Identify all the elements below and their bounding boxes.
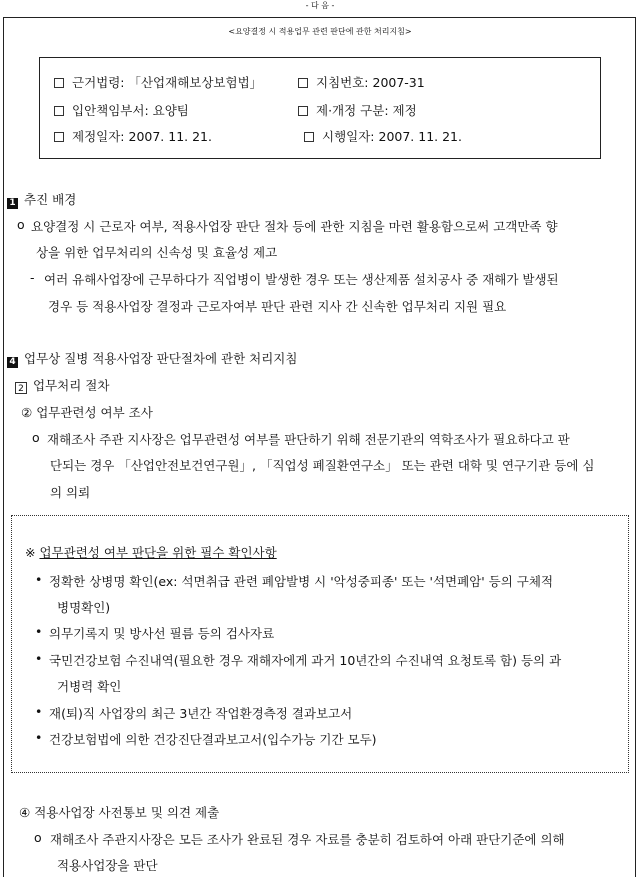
bullet-marker: o [17, 217, 25, 232]
checklist-item-1-line2: 병명확인) [57, 600, 111, 615]
section-number-badge: 4 [7, 357, 18, 368]
bullet-dot: • [35, 730, 43, 745]
header: - 다 음 - [305, 1, 335, 10]
bullet-dot: • [35, 704, 43, 719]
section4-heading: 4 업무상 질병 적용사업장 판단절차에 관한 처리지침 [7, 349, 297, 368]
meta-revision-type: 제·개정 구분: 제정 [298, 101, 417, 119]
checklist-item-3-line2: 거병력 확인 [57, 679, 122, 694]
item4-heading: ④ 적용사업장 사전통보 및 의견 제출 [19, 805, 220, 820]
checklist-item-1-line1: 정확한 상병명 확인(ex: 석면취급 관련 폐암발병 시 '악성중피종' 또는 '석면폐암' 등의 구체적 [49, 574, 554, 589]
section1-heading: 1 추진 배경 [7, 190, 76, 209]
meta-basis-law: 근거법령: 「산업재해보상보험법」 [54, 73, 262, 91]
checklist-item-5: 건강보험법에 의한 건강진단결과보고서(입수가능 기간 모두) [49, 732, 377, 747]
section1-bullet-line1: 요양결정 시 근로자 여부, 적용사업장 판단 절차 등에 관한 지침을 마련 활용함으로써 고객만족 향 [31, 219, 558, 234]
item2-bullet-line3: 의 의뢰 [50, 485, 91, 500]
checkbox-icon [54, 78, 64, 88]
checkbox-icon [304, 132, 314, 142]
checklist-title: ※ 업무관련성 여부 판단을 위한 필수 확인사항 [25, 545, 277, 560]
meta-enact-date: 제정일자: 2007. 11. 21. [54, 127, 212, 145]
guideline-title: <요양결정 시 적용업무 관련 판단에 관한 처리지침> [228, 27, 412, 36]
bullet-dot: • [35, 572, 43, 587]
section-number-badge: 1 [7, 198, 18, 209]
checkbox-icon [54, 106, 64, 116]
checklist-item-3-line1: 국민건강보험 수진내역(필요한 경우 재해자에게 과거 10년간의 수진내역 요청토록 함) 등의 과 [49, 653, 562, 668]
item2-bullet-line2: 단되는 경우 「산업안전보건연구원」, 「직업성 폐질환연구소」 또는 관련 대학 및 연구기관 등에 심 [50, 458, 595, 473]
checklist-item-2: 의무기록지 및 방사선 필름 등의 검사자료 [49, 626, 275, 641]
dash-marker: - [30, 270, 35, 285]
item4-bullet-line1: 재해조사 주관지사장은 모든 조사가 완료된 경우 자료를 충분히 검토하여 아래 판단기준에 의해 [50, 832, 565, 847]
bullet-marker: o [32, 430, 40, 445]
section1-dash-line2: 경우 등 적용사업장 결정과 근로자여부 판단 관련 지사 간 신속한 업무처리 지원 필요 [48, 299, 507, 314]
checkbox-icon [54, 132, 64, 142]
bullet-dot: • [35, 651, 43, 666]
item2-bullet-line1: 재해조사 주관 지사장은 업무관련성 여부를 판단하기 위해 전문기관의 역학조사가 필요하다고 판 [47, 432, 570, 447]
meta-guideline-no: 지침번호: 2007-31 [298, 73, 425, 91]
meta-dept: 입안책임부서: 요양팀 [54, 101, 189, 119]
checkbox-icon [298, 78, 308, 88]
checklist-item-4: 재(퇴)직 사업장의 최근 3년간 작업환경측정 결과보고서 [49, 706, 353, 721]
bullet-marker: o [34, 830, 42, 845]
meta-effective-date: 시행일자: 2007. 11. 21. [304, 127, 462, 145]
subsection-heading: 2 업무처리 절차 [15, 376, 109, 394]
checkbox-icon [298, 106, 308, 116]
subsection-number-box: 2 [15, 382, 27, 394]
section1-bullet-line2: 상을 위한 업무처리의 신속성 및 효율성 제고 [36, 245, 278, 260]
bullet-dot: • [35, 624, 43, 639]
item2-heading: ② 업무관련성 여부 조사 [21, 405, 153, 420]
item4-bullet-line2: 적용사업장을 판단 [57, 858, 158, 873]
section1-dash-line1: 여러 유해사업장에 근무하다가 직업병이 발생한 경우 또는 생산제품 설치공사 중 재해가 발생된 [44, 272, 559, 287]
